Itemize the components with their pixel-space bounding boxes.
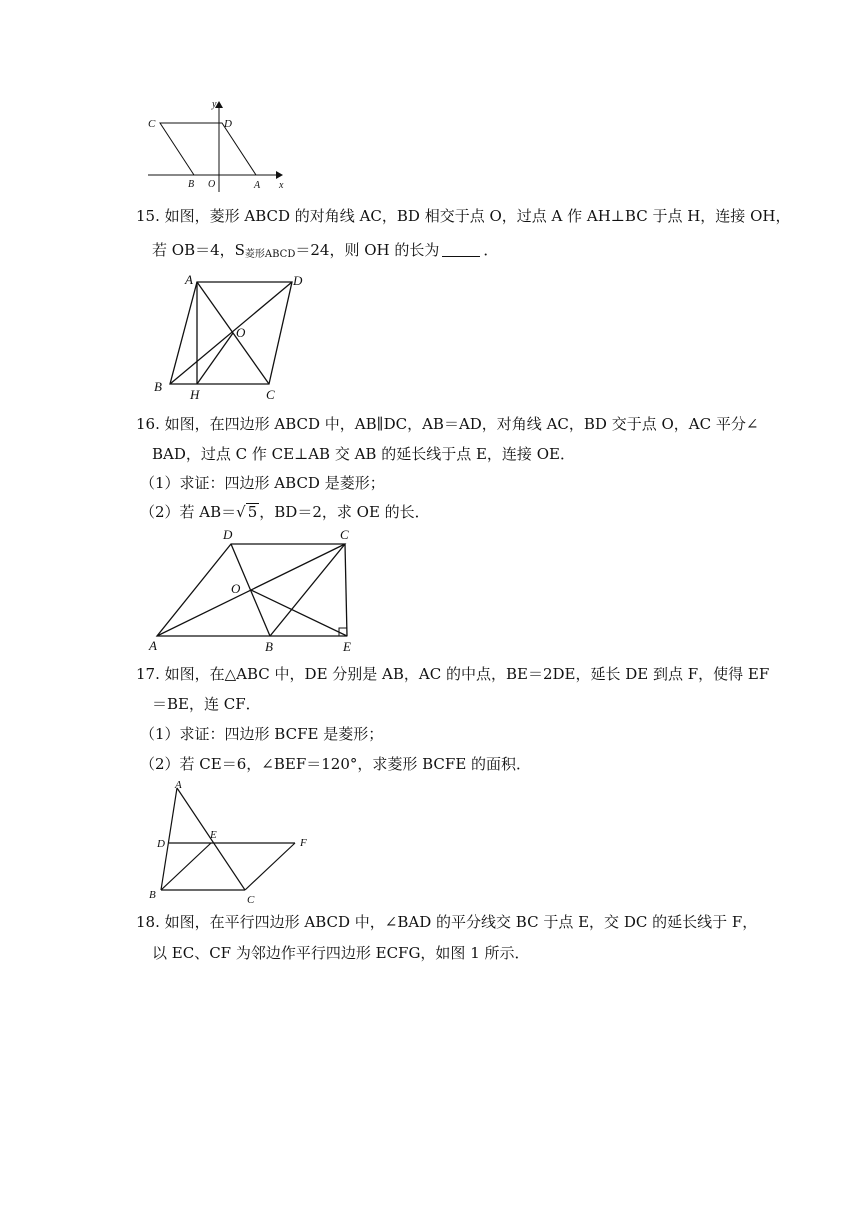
figure-q17: [145, 778, 325, 908]
q16-line2-text: BAD，过点 C 作 CE⊥AB 交 AB 的延长线于点 E，连接 OE．: [152, 445, 575, 463]
q18-line1: [136, 912, 836, 932]
q18-line2: [152, 943, 832, 963]
label-c: C: [148, 118, 156, 130]
sqrt-symbol: √ 5: [236, 503, 258, 521]
label-c: C: [247, 894, 255, 906]
q16-part2-post: ，BD＝2，求 OE 的长．: [259, 503, 430, 521]
q15-given: 若 OB＝4，S: [152, 241, 245, 259]
segment-ce: [345, 544, 347, 636]
q17-part1-text: （1）求证：四边形 BCFE 是菱形；: [140, 725, 384, 743]
label-a: A: [254, 180, 261, 191]
sqrt-radicand: 5: [247, 503, 258, 521]
label-d: D: [293, 273, 303, 288]
label-x: x: [279, 180, 284, 191]
segment-be: [161, 843, 211, 890]
label-d: D: [224, 118, 232, 130]
q16-part1: [140, 473, 820, 493]
q16-part2: [140, 502, 820, 522]
segment-oh: [197, 333, 233, 384]
parallelogram-abcd: [160, 123, 256, 175]
q16-part1-text: （1）求证：四边形 ABCD 是菱形；: [140, 474, 385, 492]
figure-q15: [150, 270, 320, 402]
label-h: H: [190, 387, 200, 402]
q17-part2-text: （2）若 CE＝6，∠BEF＝120°，求菱形 BCFE 的面积．: [140, 755, 532, 773]
q15-line2: [152, 240, 832, 263]
q15-line1-text: 15. 如图，菱形 ABCD 的对角线 AC，BD 相交于点 O，过点 A 作 AH⊥BC 于点 H，连接 OH，: [136, 207, 791, 225]
label-b: B: [154, 379, 162, 394]
q18-line1-text: 18. 如图，在平行四边形 ABCD 中，∠BAD 的平分线交 BC 于点 E，交 DC 的延长线于 F，: [136, 913, 758, 931]
label-o: O: [231, 581, 241, 596]
q18-line2-text: 以 EC、CF 为邻边作平行四边形 ECFG，如图 1 所示．: [152, 944, 530, 962]
label-b: B: [188, 179, 195, 190]
label-f: F: [300, 837, 307, 849]
label-c: C: [266, 387, 275, 402]
label-a: A: [175, 779, 182, 791]
q17-line2: [152, 694, 832, 714]
q15-area-subscript: 菱形ABCD: [244, 249, 296, 260]
figure-q16-svg: [145, 524, 365, 654]
label-a: A: [149, 638, 157, 653]
q15-end: ．: [483, 241, 499, 259]
label-e: E: [210, 829, 217, 841]
label-d: D: [157, 838, 165, 850]
label-o: O: [236, 325, 246, 340]
q16-line1: [136, 414, 836, 434]
label-y: y: [212, 99, 217, 110]
answer-blank: [442, 242, 480, 257]
q15-question: ＝24，则 OH 的长为: [295, 241, 440, 259]
diagonal-bd: [170, 282, 292, 384]
q16-part2-pre: （2）若 AB＝: [140, 503, 237, 521]
label-b: B: [265, 639, 273, 654]
q17-line1-text: 17. 如图，在△ABC 中，DE 分别是 AB，AC 的中点，BE＝2DE，延长 DE 到点 F，使得 EF: [136, 665, 770, 683]
segment-oe: [251, 590, 347, 636]
label-a: A: [185, 272, 193, 287]
figure-q14-svg: [140, 98, 300, 198]
figure-q17-svg: [145, 778, 325, 908]
q16-line1-text: 16. 如图，在四边形 ABCD 中，AB∥DC，AB＝AD，对角线 AC，BD 交于点 O，AC 平分∠: [136, 415, 759, 433]
q17-line1: [136, 664, 836, 684]
q17-part1: [140, 724, 820, 744]
figure-q16: [145, 524, 365, 654]
q16-line2: [152, 444, 832, 464]
label-o: O: [208, 179, 216, 190]
figure-q14: [140, 98, 300, 198]
label-c: C: [340, 527, 349, 542]
q15-line1: [136, 206, 836, 226]
label-e: E: [343, 639, 351, 654]
segment-cf: [245, 843, 295, 890]
label-b: B: [149, 889, 156, 901]
q17-part2: [140, 754, 820, 774]
label-d: D: [223, 527, 233, 542]
q17-line2-text: ＝BE，连 CF．: [152, 695, 261, 713]
figure-q15-svg: [150, 270, 320, 402]
